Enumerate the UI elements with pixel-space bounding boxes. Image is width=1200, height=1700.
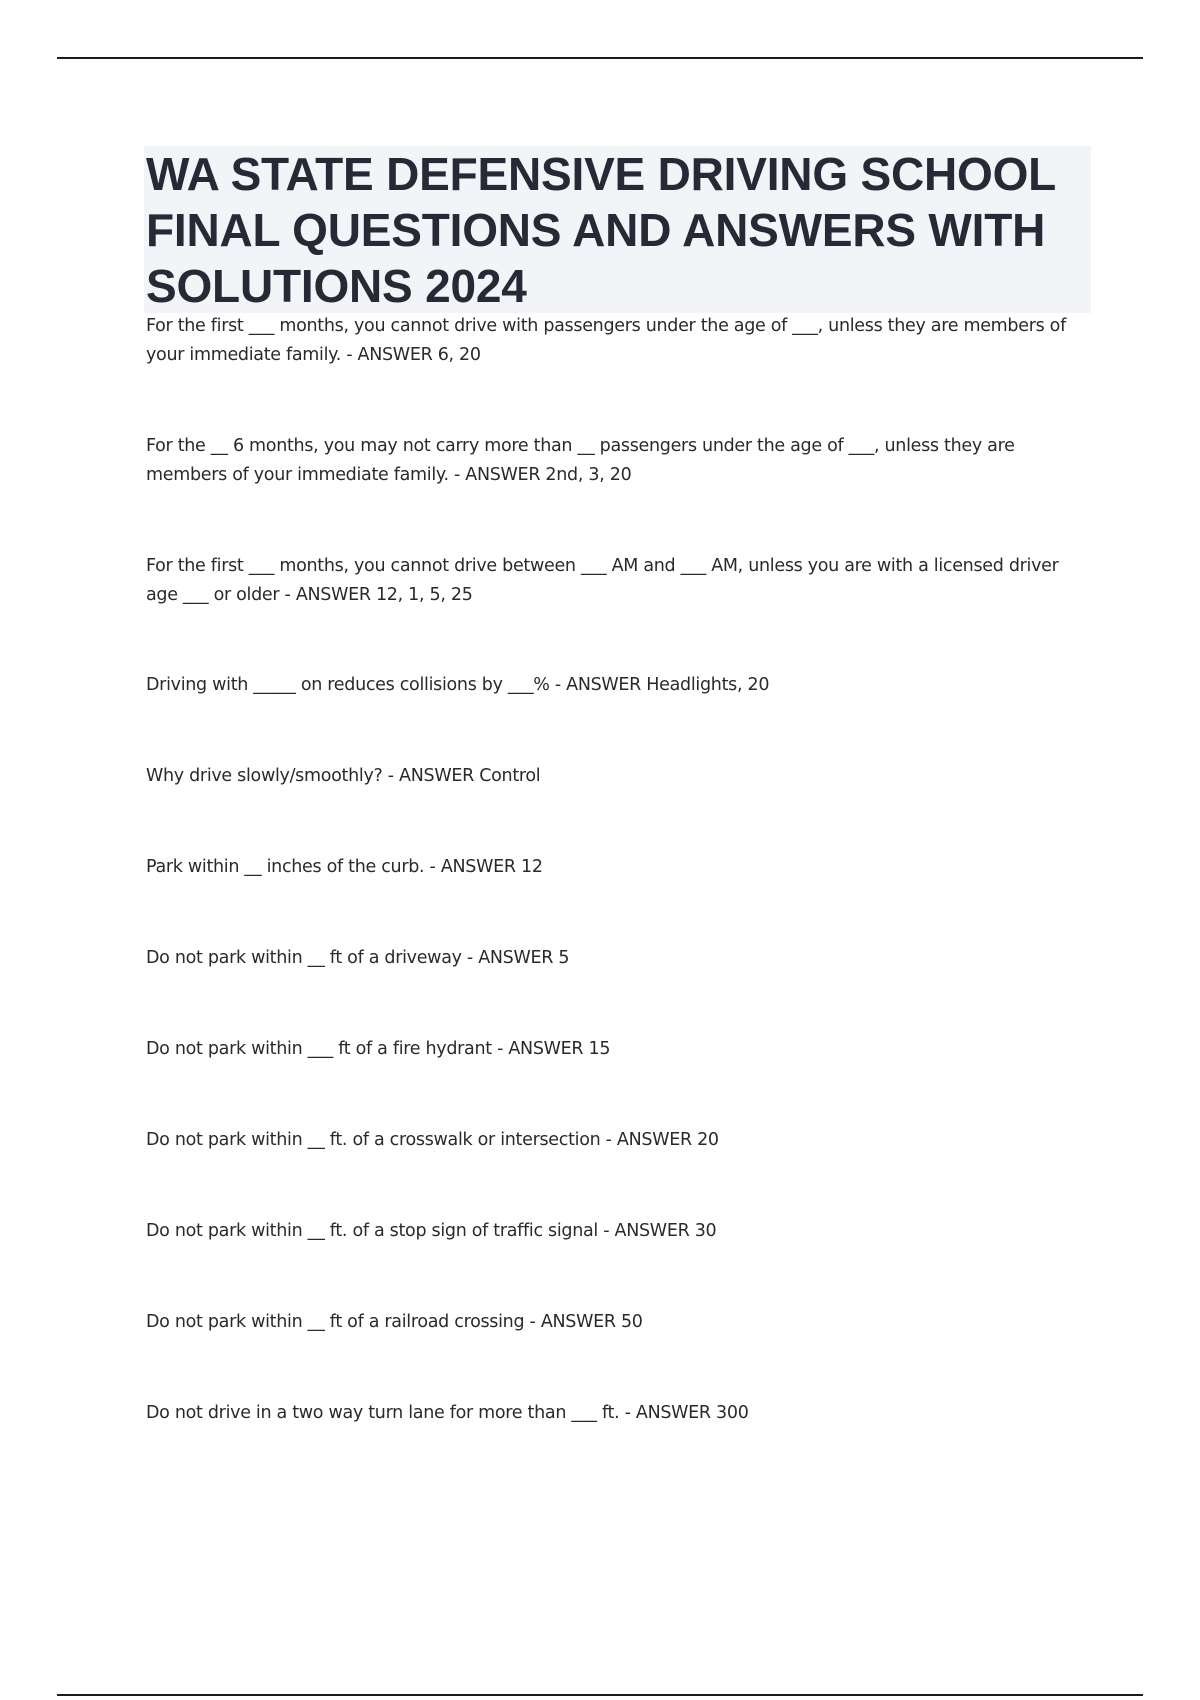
qa-item: Park within __ inches of the curb. - ANSWER 12 — [146, 857, 543, 877]
qa-item: Do not drive in a two way turn lane for more than ___ ft. - ANSWER 300 — [146, 1403, 749, 1423]
qa-item: For the first ___ months, you cannot drive between ___ AM and ___ AM, unless you are with a licensed driver age ___ or older - ANSWER 12, 1, 5, 25 — [146, 556, 1059, 605]
qa-item: Do not park within __ ft of a driveway - ANSWER 5 — [146, 948, 570, 968]
qa-item: For the __ 6 months, you may not carry more than __ passengers under the age of ___, unless they are members of your immediate family. - ANSWER 2nd, 3, 20 — [146, 436, 1015, 485]
qa-item: Why drive slowly/smoothly? - ANSWER Control — [146, 766, 541, 786]
top-divider — [57, 57, 1143, 59]
qa-item: For the first ___ months, you cannot drive with passengers under the age of ___, unless they are members of your immediate family. - ANSWER 6, 20 — [146, 316, 1066, 365]
qa-item: Do not park within ___ ft of a fire hydrant - ANSWER 15 — [146, 1039, 611, 1059]
bottom-divider — [57, 1694, 1143, 1696]
qa-item: Do not park within __ ft. of a stop sign of traffic signal - ANSWER 30 — [146, 1221, 717, 1241]
qa-item: Do not park within __ ft of a railroad crossing - ANSWER 50 — [146, 1312, 643, 1332]
qa-item: Driving with _____ on reduces collisions by ___% - ANSWER Headlights, 20 — [146, 675, 770, 695]
qa-item: Do not park within __ ft. of a crosswalk or intersection - ANSWER 20 — [146, 1130, 719, 1150]
document-title: WA STATE DEFENSIVE DRIVING SCHOOL FINAL QUESTIONS AND ANSWERS WITH SOLUTIONS 2024 — [146, 148, 1056, 312]
